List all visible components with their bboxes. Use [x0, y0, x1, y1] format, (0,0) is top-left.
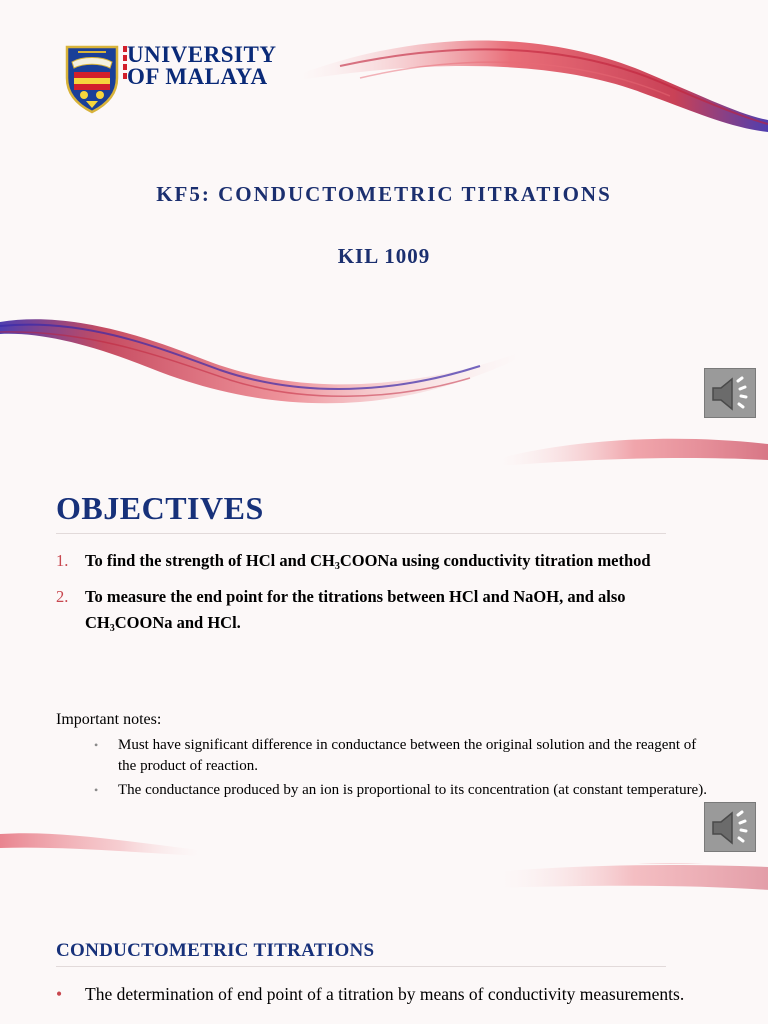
objective-number: 1.: [56, 551, 69, 570]
objective-text: To measure the end point for the titrations between HCl and NaOH, and also $CH_3COONa$ and HCl.: [85, 587, 626, 634]
objective-text: To find the strength of HCl and $CH_3COONa$ using conductivity titration method: [85, 551, 651, 572]
objectives-list: [56, 548, 696, 646]
audio-button[interactable]: [704, 368, 756, 418]
point-item: [56, 982, 696, 1006]
section-heading: CONDUCTOMETRIC TITRATIONS: [56, 940, 375, 961]
audio-button[interactable]: [704, 802, 756, 852]
speaker-icon: [705, 369, 757, 419]
university-crest-icon: [64, 44, 120, 114]
note-item: [94, 780, 714, 801]
course-code: KIL 1009: [337, 244, 431, 268]
heading-divider: [56, 966, 666, 967]
slide-title: KF5: CONDUCTOMETRIC TITRATIONS: [156, 182, 612, 206]
notes-heading: Important notes:: [56, 711, 162, 728]
heading-divider: [56, 533, 666, 534]
conductometric-slide: [0, 864, 768, 1024]
objectives-heading: OBJECTIVES: [56, 490, 264, 526]
section-points: [56, 982, 696, 1006]
point-text: The determination of end point of a titration by means of conductivity measurements.: [85, 984, 685, 1004]
objective-item: [56, 584, 696, 636]
note-text: The conductance produced by an ion is proportional to its concentration (at constant temperature).: [118, 782, 707, 798]
bullet-icon: •: [94, 738, 99, 752]
university-name: [127, 44, 276, 88]
objectives-slide: [0, 432, 768, 864]
title-slide: [0, 0, 768, 432]
bullet-icon: •: [94, 783, 99, 797]
speaker-icon: [705, 803, 757, 853]
objective-item: [56, 548, 696, 574]
university-name-line2: OF MALAYA: [127, 64, 268, 89]
objective-number: 2.: [56, 587, 69, 606]
note-item: [94, 735, 714, 777]
note-text: Must have significant difference in conductance between the original solution and the reagent of the product of reaction.: [118, 737, 697, 774]
bullet-icon: •: [56, 984, 63, 1004]
notes-list: [94, 735, 714, 804]
university-name-line1: UNIVERSITY: [127, 42, 277, 67]
